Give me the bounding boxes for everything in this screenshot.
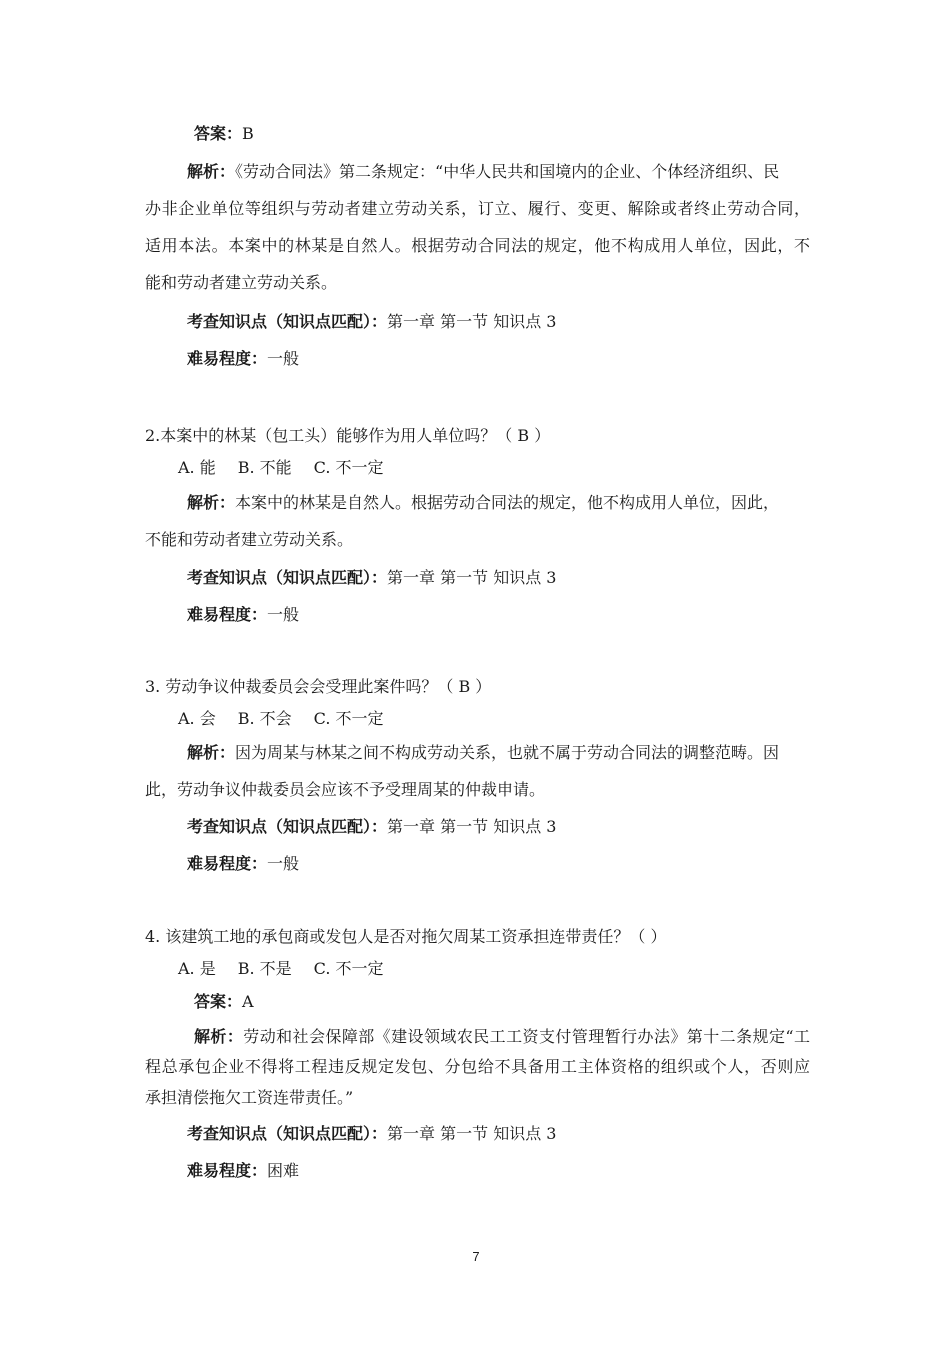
q4-analysis-line-2: 程总承包企业不得将工程违反规定发包、分包给不具备用工主体资格的组织或个人，否则应	[145, 1057, 810, 1076]
q4-knowledge-value: 第一章 第一节 知识点 3	[387, 1124, 557, 1143]
q4-question: 4. 该建筑工地的承包商或发包人是否对拖欠周某工资承担连带责任？（ ）	[145, 927, 667, 946]
q3-knowledge-label: 考查知识点（知识点匹配）：	[187, 817, 388, 836]
q4-difficulty-value: 困难	[267, 1161, 300, 1180]
q3-question: 3. 劳动争议仲裁委员会会受理此案件吗？（ B ）	[145, 677, 492, 696]
q3-analysis-label: 解析：	[187, 743, 236, 762]
q4-option-a: A. 是	[178, 959, 216, 978]
q2-difficulty-label: 难易程度：	[187, 605, 268, 624]
q4-answer-value: A	[242, 992, 254, 1011]
q4-answer	[194, 991, 254, 1013]
q3-option-c: C. 不一定	[313, 709, 384, 728]
q3-analysis-line-1: 解析：因为周某与林某之间不构成劳动关系，也就不属于劳动合同法的调整范畴。因	[187, 743, 780, 762]
q1-answer-label: 答案：	[194, 124, 243, 143]
q4-difficulty	[187, 1160, 299, 1182]
q1-analysis-line-1: 解析：《劳动合同法》第二条规定：“中华人民共和国境内的企业、个体经济组织、民	[187, 162, 780, 181]
q2-option-a: A. 能	[178, 458, 216, 477]
q4-analysis-line-3: 承担清偿拖欠工资连带责任。”	[145, 1088, 354, 1107]
q1-answer-value: B	[242, 124, 254, 143]
q3-option-a: A. 会	[178, 709, 216, 728]
q1-analysis-line-4: 能和劳动者建立劳动关系。	[145, 273, 338, 292]
q4-option-c: C. 不一定	[313, 959, 384, 978]
q2-difficulty	[187, 604, 299, 626]
q2-option-c: C. 不一定	[313, 458, 384, 477]
q2-analysis-line-2: 不能和劳动者建立劳动关系。	[145, 530, 354, 549]
q3-options	[178, 708, 406, 730]
q4-analysis-line-1: 解析：劳动和社会保障部《建设领域农民工工资支付管理暂行办法》第十二条规定“工	[194, 1027, 810, 1046]
q4-knowledge-label: 考查知识点（知识点匹配）：	[187, 1124, 388, 1143]
q3-knowledge	[187, 816, 556, 838]
q1-analysis-line-3: 适用本法。本案中的林某是自然人。根据劳动合同法的规定，他不构成用人单位，因此，不	[145, 236, 810, 255]
q2-analysis-label: 解析：	[187, 493, 236, 512]
q3-option-b: B. 不会	[237, 709, 292, 728]
q4-knowledge	[187, 1123, 556, 1145]
q3-analysis-line-2: 此，劳动争议仲裁委员会应该不予受理周某的仲裁申请。	[145, 780, 546, 799]
q2-analysis-line-1: 解析：本案中的林某是自然人。根据劳动合同法的规定，他不构成用人单位，因此，	[187, 493, 780, 512]
q1-difficulty	[187, 348, 299, 370]
q4-options	[178, 958, 406, 980]
q2-knowledge-value: 第一章 第一节 知识点 3	[387, 568, 557, 587]
q1-analysis-label: 解析：	[187, 162, 236, 181]
q2-knowledge-label: 考查知识点（知识点匹配）：	[187, 568, 388, 587]
q3-difficulty	[187, 853, 299, 875]
q3-knowledge-value: 第一章 第一节 知识点 3	[387, 817, 557, 836]
q1-knowledge	[187, 311, 556, 333]
q1-knowledge-value: 第一章 第一节 知识点 3	[387, 312, 557, 331]
q1-difficulty-value: 一般	[267, 349, 300, 368]
q2-knowledge	[187, 567, 556, 589]
q3-difficulty-label: 难易程度：	[187, 854, 268, 873]
page-number: 7	[472, 1249, 480, 1264]
q2-question: 2.本案中的林某（包工头）能够作为用人单位吗？（ B ）	[145, 426, 551, 445]
q4-difficulty-label: 难易程度：	[187, 1161, 268, 1180]
q1-knowledge-label: 考查知识点（知识点匹配）：	[187, 312, 388, 331]
q2-options	[178, 457, 406, 479]
q3-difficulty-value: 一般	[267, 854, 300, 873]
q1-answer	[194, 123, 254, 145]
q2-option-b: B. 不能	[237, 458, 292, 477]
q4-answer-label: 答案：	[194, 992, 243, 1011]
q4-analysis-label: 解析：	[194, 1027, 244, 1046]
q4-option-b: B. 不是	[237, 959, 292, 978]
q2-difficulty-value: 一般	[267, 605, 300, 624]
q1-difficulty-label: 难易程度：	[187, 349, 268, 368]
q1-analysis-line-2: 办非企业单位等组织与劳动者建立劳动关系，订立、履行、变更、解除或者终止劳动合同，	[145, 199, 810, 218]
